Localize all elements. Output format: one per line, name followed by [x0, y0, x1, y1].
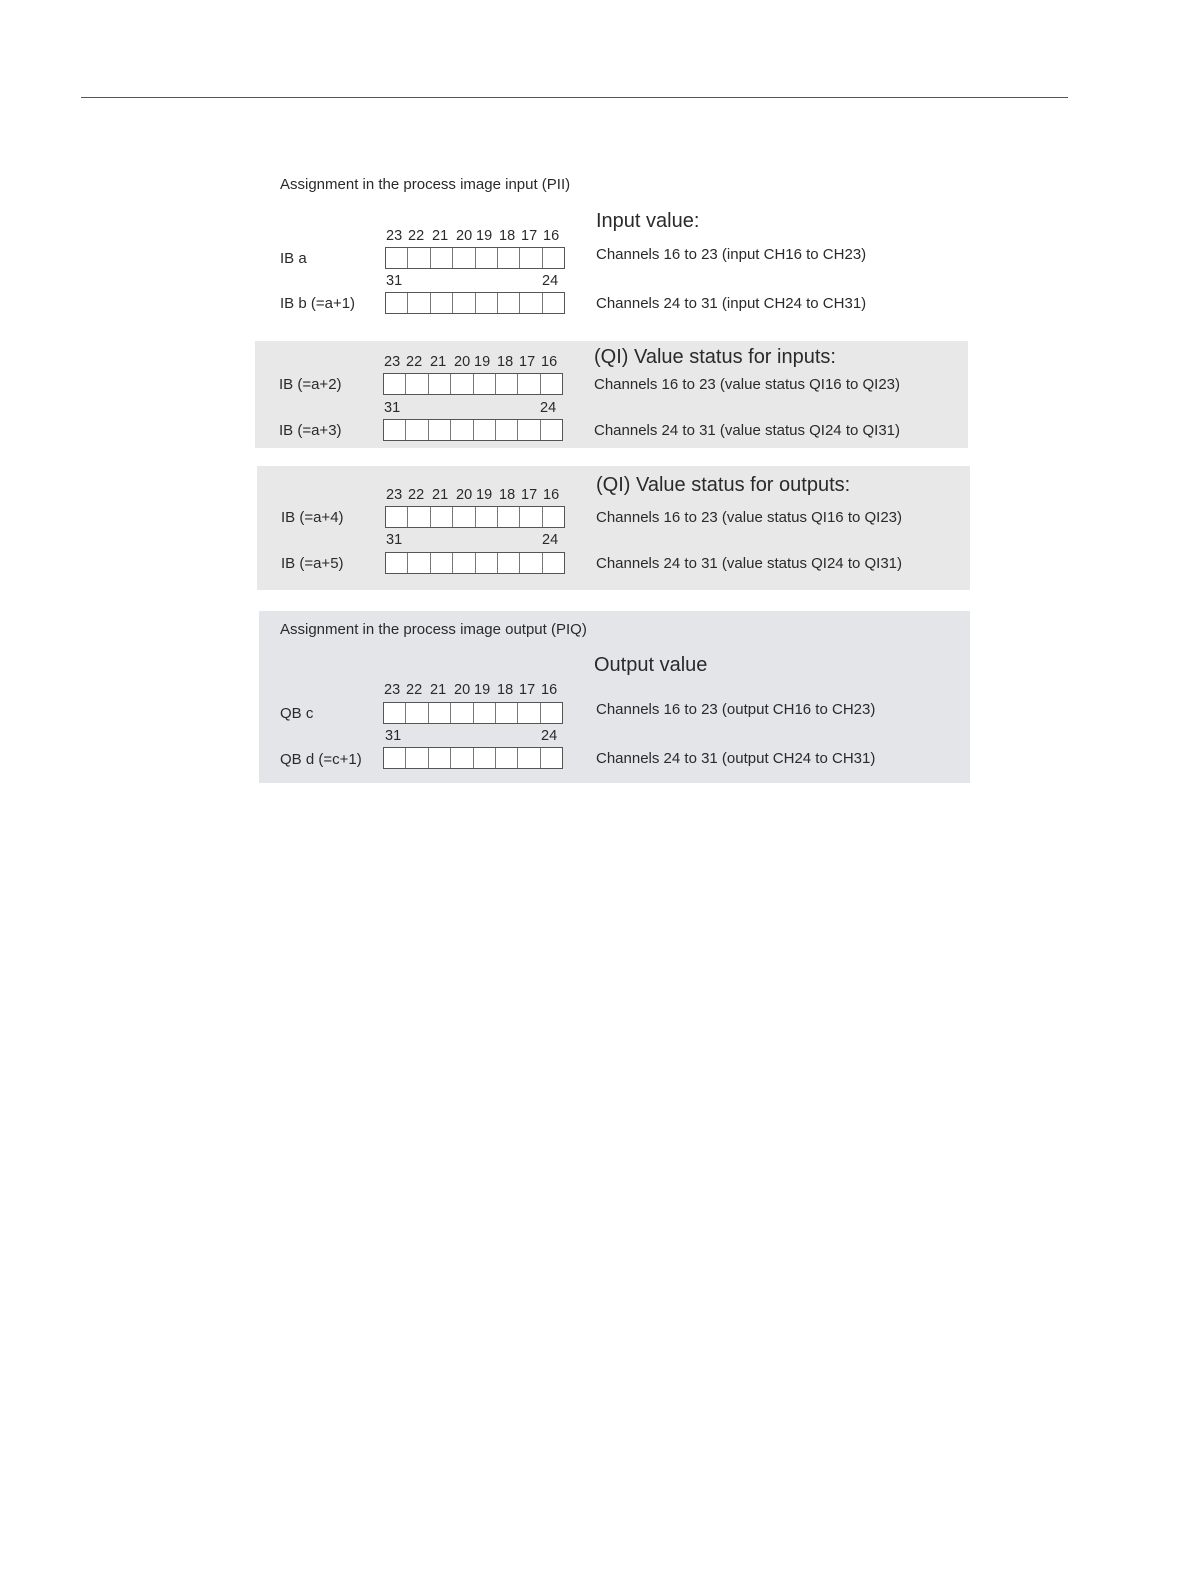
bit-label: 23 [386, 487, 403, 503]
byte-label: IB a [280, 250, 307, 267]
byte-label: IB (=a+5) [281, 555, 344, 572]
bit-label: 31 [384, 400, 401, 416]
byte-label: QB c [280, 705, 314, 722]
bit-label: 24 [542, 273, 559, 289]
bit-label: 17 [519, 682, 536, 698]
bit-label: 19 [474, 682, 491, 698]
bit-label: 21 [430, 354, 447, 370]
bit-label: 24 [542, 532, 559, 548]
bit-label: 23 [386, 228, 403, 244]
bit-label: 18 [499, 228, 516, 244]
output-value-heading: Output value [594, 654, 708, 676]
bit-label: 22 [406, 682, 423, 698]
bit-label: 18 [499, 487, 516, 503]
bit-label: 20 [454, 354, 471, 370]
bit-label: 16 [541, 682, 558, 698]
bit-box-row [383, 419, 563, 441]
bit-box-row [383, 747, 563, 769]
bit-label: 31 [386, 273, 403, 289]
channel-description: Channels 16 to 23 (input CH16 to CH23) [596, 246, 867, 263]
bit-label: 20 [456, 487, 473, 503]
channel-description: Channels 24 to 31 (output CH24 to CH31) [596, 750, 876, 767]
qi-inputs-heading: (QI) Value status for inputs: [594, 346, 836, 368]
bit-label: 20 [456, 228, 473, 244]
bit-label: 24 [541, 728, 558, 744]
bit-label: 17 [521, 228, 538, 244]
channel-description: Channels 16 to 23 (value status QI16 to QI23) [594, 376, 901, 393]
bit-box-row [385, 552, 565, 574]
byte-label: IB (=a+4) [281, 509, 344, 526]
qi-outputs-heading: (QI) Value status for outputs: [596, 474, 851, 496]
bit-box-row [383, 702, 563, 724]
bit-label: 16 [543, 487, 560, 503]
header-rule [81, 97, 1068, 98]
bit-label: 23 [384, 354, 401, 370]
byte-label: QB d (=c+1) [280, 751, 362, 768]
bit-label: 18 [497, 354, 514, 370]
bit-label: 17 [521, 487, 538, 503]
channel-description: Channels 24 to 31 (value status QI24 to QI31) [594, 422, 901, 439]
channel-description: Channels 24 to 31 (value status QI24 to QI31) [596, 555, 903, 572]
bit-box-row [385, 292, 565, 314]
byte-label: IB (=a+2) [279, 376, 342, 393]
bit-label: 16 [541, 354, 558, 370]
channel-description: Channels 16 to 23 (output CH16 to CH23) [596, 701, 876, 718]
bit-label: 20 [454, 682, 471, 698]
bit-label: 21 [432, 487, 449, 503]
bit-box-row [383, 373, 563, 395]
bit-label: 19 [476, 487, 493, 503]
bit-label: 17 [519, 354, 536, 370]
bit-label: 31 [386, 532, 403, 548]
bit-label: 24 [540, 400, 557, 416]
bit-box-row [385, 506, 565, 528]
piq-title: Assignment in the process image output (PIQ) [280, 621, 587, 638]
byte-label: IB b (=a+1) [280, 295, 356, 312]
channel-description: Channels 16 to 23 (value status QI16 to QI23) [596, 509, 903, 526]
input-value-heading: Input value: [596, 210, 700, 232]
byte-label: IB (=a+3) [279, 422, 342, 439]
bit-label: 31 [385, 728, 402, 744]
bit-label: 19 [474, 354, 491, 370]
bit-label: 21 [432, 228, 449, 244]
bit-box-row [385, 247, 565, 269]
bit-label: 18 [497, 682, 514, 698]
bit-label: 19 [476, 228, 493, 244]
bit-label: 16 [543, 228, 560, 244]
channel-description: Channels 24 to 31 (input CH24 to CH31) [596, 295, 867, 312]
bit-label: 22 [408, 487, 425, 503]
bit-label: 22 [406, 354, 423, 370]
bit-label: 23 [384, 682, 401, 698]
bit-label: 22 [408, 228, 425, 244]
pii-title: Assignment in the process image input (PII) [280, 176, 571, 193]
bit-label: 21 [430, 682, 447, 698]
